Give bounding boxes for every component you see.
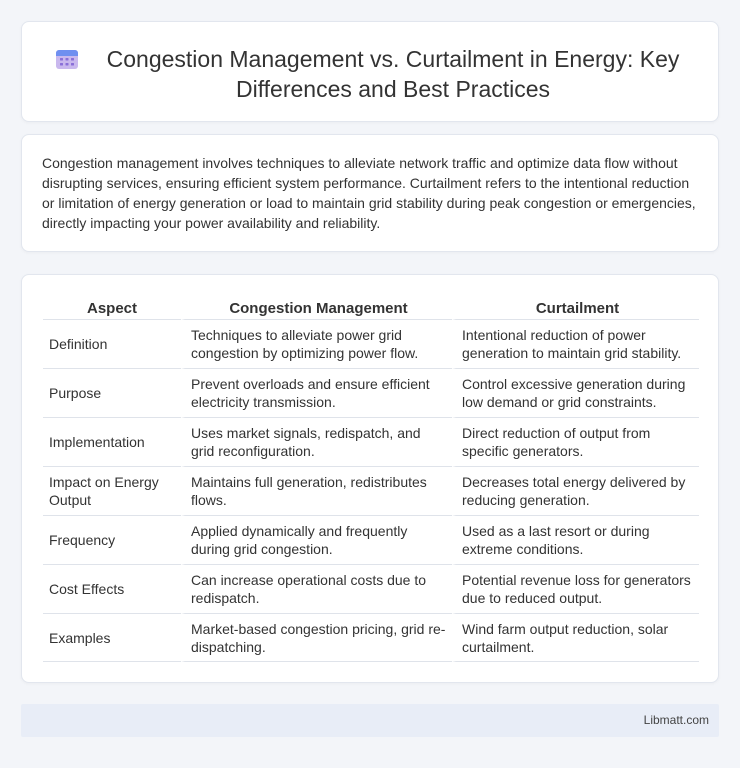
row-curtailment: Decreases total energy delivered by reducing generation. — [452, 466, 699, 515]
table-row — [43, 319, 699, 368]
row-curtailment: Used as a last resort or during extreme conditions. — [452, 515, 699, 564]
table-row — [43, 515, 699, 564]
table-row — [43, 466, 699, 515]
row-aspect: Examples — [43, 613, 181, 662]
row-congestion-management: Uses market signals, redispatch, and grid reconfiguration. — [181, 417, 452, 466]
row-curtailment: Intentional reduction of power generation to maintain grid stability. — [452, 319, 699, 368]
row-aspect: Frequency — [43, 515, 181, 564]
header-curtailment: Curtailment — [452, 297, 699, 319]
row-congestion-management: Maintains full generation, redistributes flows. — [181, 466, 452, 515]
row-congestion-management: Applied dynamically and frequently during grid congestion. — [181, 515, 452, 564]
row-congestion-management: Techniques to alleviate power grid congestion by optimizing power flow. — [181, 319, 452, 368]
row-congestion-management: Market-based congestion pricing, grid re-dispatching. — [181, 613, 452, 662]
intro-paragraph: Congestion management involves techniques to alleviate network traffic and optimize data flow without disrupting services, ensuring efficient system performance. Curtailment refers to the intentional reduction or limitation of energy generation or load to maintain grid stability during peak congestion or emergencies, directly impacting your power availability and reliability. — [42, 155, 696, 231]
row-congestion-management: Prevent overloads and ensure efficient electricity transmission. — [181, 368, 452, 417]
row-curtailment: Wind farm output reduction, solar curtailment. — [452, 613, 699, 662]
row-aspect: Purpose — [43, 368, 181, 417]
row-aspect: Impact on Energy Output — [43, 466, 181, 515]
comparison-table — [43, 297, 699, 662]
row-curtailment: Direct reduction of output from specific generators. — [452, 417, 699, 466]
table-row — [43, 368, 699, 417]
row-curtailment: Control excessive generation during low demand or grid constraints. — [452, 368, 699, 417]
header-aspect: Aspect — [86, 299, 138, 317]
table-header-row — [43, 297, 699, 319]
footer — [21, 704, 719, 737]
table-row — [43, 417, 699, 466]
row-aspect: Implementation — [43, 417, 181, 466]
row-curtailment: Potential revenue loss for generators due to reduced output. — [452, 564, 699, 613]
row-aspect: Definition — [43, 319, 181, 368]
row-congestion-management: Can increase operational costs due to redispatch. — [181, 564, 452, 613]
page-title: Congestion Management vs. Curtailment in Energy: Key Differences and Best Practices — [106, 46, 680, 102]
header-congestion-management: Congestion Management — [181, 297, 452, 319]
table-row — [43, 613, 699, 662]
table-row — [43, 564, 699, 613]
footer-brand-link[interactable]: Libmatt.com — [643, 713, 709, 727]
row-aspect: Cost Effects — [43, 564, 181, 613]
intro-card — [21, 134, 719, 252]
comparison-card — [21, 274, 719, 683]
title-card — [21, 21, 719, 122]
